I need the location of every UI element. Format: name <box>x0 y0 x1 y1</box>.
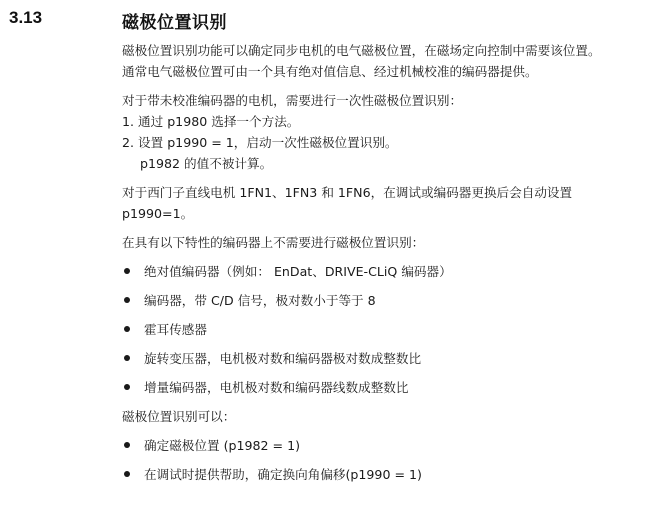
para-encoders: 在具有以下特性的编码器上不需要进行磁极位置识别： <box>122 235 425 250</box>
list-item <box>122 435 652 456</box>
list-item-text: 确定磁极位置 (p1982 = 1) <box>144 438 301 453</box>
list-item-text: 霍耳传感器 <box>144 322 207 337</box>
list-item-text: 旋转变压器，电机极对数和编码器极对数成整数比 <box>144 351 422 366</box>
step-2 <box>122 132 652 153</box>
list-item-text: 编码器，带 C/D 信号，极对数小于等于 8 <box>144 293 376 308</box>
para-uncalibrated: 对于带未校准编码器的电机，需要进行一次性磁极位置识别： <box>122 93 463 108</box>
bullet-icon <box>124 326 130 332</box>
step-1 <box>122 111 652 132</box>
bullet-icon <box>124 471 130 477</box>
step-1-text: 通过 p1980 选择一个方法。 <box>138 114 300 129</box>
list-item <box>122 464 652 485</box>
bullet-icon <box>124 442 130 448</box>
list-item <box>122 319 652 340</box>
list-item-text: 在调试时提供帮助，确定换向角偏移(p1990 = 1) <box>144 467 422 482</box>
encoder-bullet-list <box>122 261 652 398</box>
intro-line-1: 磁极位置识别功能可以确定同步电机的电气磁极位置，在磁场定向控制中需要该位置。 <box>122 43 601 58</box>
list-item <box>122 348 652 369</box>
list-item-text: 增量编码器，电机极对数和编码器线数成整数比 <box>144 380 409 395</box>
list-item <box>122 261 652 282</box>
capability-bullet-list <box>122 435 652 485</box>
bullet-icon <box>124 384 130 390</box>
bullet-icon <box>124 268 130 274</box>
step-note: p1982 的值不被计算。 <box>140 156 273 171</box>
step-1-number: 1. <box>122 114 135 129</box>
step-2-text: 设置 p1990 = 1，启动一次性磁极位置识别。 <box>138 135 398 150</box>
para-linear-motors-1: 对于西门子直线电机 1FN1、1FN3 和 1FN6，在调试或编码器更换后会自动设置 <box>122 185 573 200</box>
list-item <box>122 377 652 398</box>
section-title: 磁极位置识别 <box>122 13 227 33</box>
para-can: 磁极位置识别可以： <box>122 409 236 424</box>
bullet-icon <box>124 355 130 361</box>
intro-line-2: 通常电气磁极位置可由一个具有绝对值信息、经过机械校准的编码器提供。 <box>122 64 538 79</box>
para-linear-motors-2: p1990=1。 <box>122 206 194 221</box>
list-item-text: 绝对值编码器（例如： EnDat、DRIVE-CLiQ 编码器） <box>144 264 452 279</box>
section-body <box>122 40 652 485</box>
bullet-icon <box>124 297 130 303</box>
section-number: 3.13 <box>9 8 43 27</box>
list-item <box>122 290 652 311</box>
step-2-number: 2. <box>122 135 135 150</box>
